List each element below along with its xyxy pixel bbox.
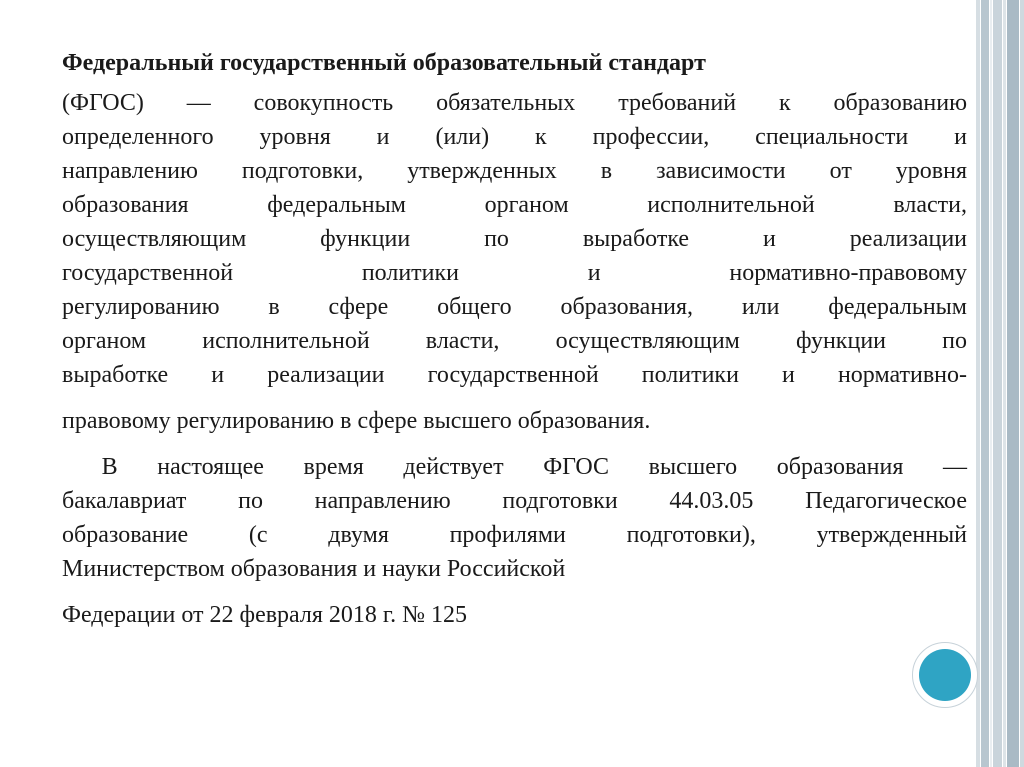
text-line: образование (с двумя профилями подготовки), утвержденный	[62, 522, 967, 548]
text-line: определенного уровня и (или) к профессии, специальности и	[62, 124, 967, 150]
decorative-stripe	[1003, 0, 1006, 767]
text-line: направлению подготовки, утвержденных в зависимости от уровня	[62, 158, 967, 184]
text-line: образования федеральным органом исполнительной власти,	[62, 192, 967, 218]
text-line: органом исполнительной власти, осуществляющим функции по	[62, 328, 967, 354]
text-line: государственной политики и нормативно-правовому	[62, 260, 967, 286]
decorative-circle-icon	[919, 649, 971, 701]
text-line: выработке и реализации государственной политики и нормативно-	[62, 362, 967, 388]
decorative-stripe	[976, 0, 980, 767]
text-line: бакалавриат по направлению подготовки 44.03.05 Педагогическое	[62, 488, 967, 514]
text-line: Министерством образования и науки Российской	[62, 556, 566, 582]
slide-body-text	[62, 46, 967, 632]
decorative-stripe	[981, 0, 989, 767]
text-line: правовому регулированию в сфере высшего образования.	[62, 408, 651, 434]
text-line: Федерации от 22 февраля 2018 г. № 125	[62, 602, 467, 628]
decorative-stripe	[1020, 0, 1024, 767]
slide-title: Федеральный государственный образовательный стандарт	[62, 50, 706, 76]
text-line: В настоящее время действует ФГОС высшего образования —	[62, 454, 968, 480]
decorative-stripe	[993, 0, 1002, 767]
text-line: регулированию в сфере общего образования, или федеральным	[62, 294, 967, 320]
decorative-stripe	[990, 0, 992, 767]
text-line: осуществляющим функции по выработке и реализации	[62, 226, 967, 252]
text-line: (ФГОС) — совокупность обязательных требований к образованию	[62, 90, 967, 116]
decorative-stripe	[1007, 0, 1019, 767]
